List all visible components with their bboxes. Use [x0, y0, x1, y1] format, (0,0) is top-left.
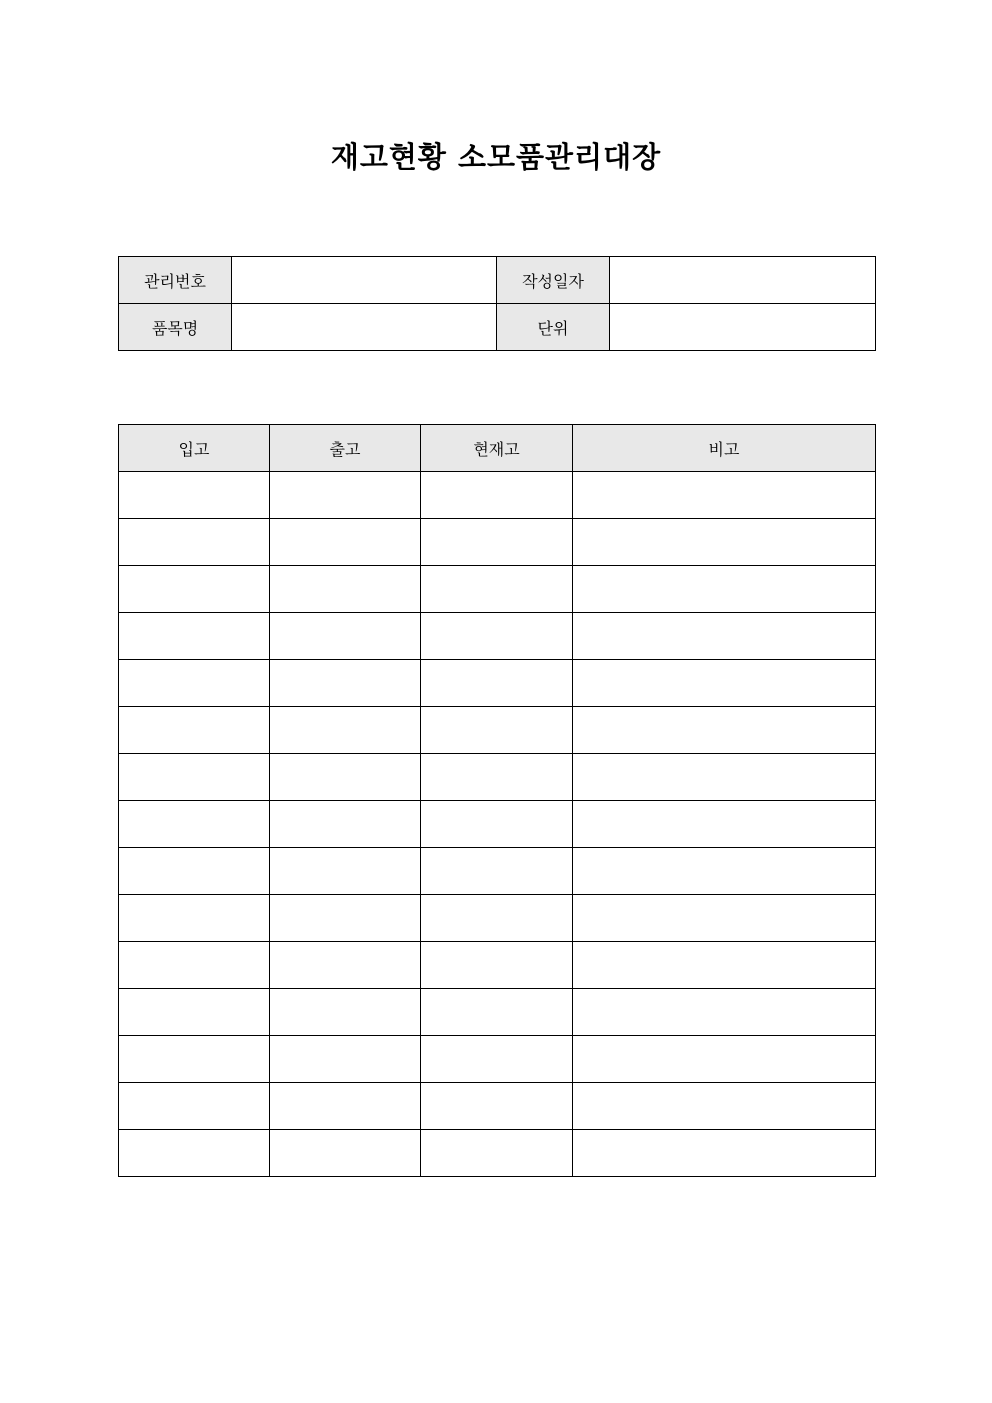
info-row-1	[119, 257, 876, 304]
current-stock-cell[interactable]	[421, 754, 573, 801]
current-stock-cell[interactable]	[421, 801, 573, 848]
date-label: 작성일자	[497, 257, 610, 304]
current-stock-cell[interactable]	[421, 895, 573, 942]
table-row	[119, 660, 876, 707]
unit-label: 단위	[497, 304, 610, 351]
stock-in-cell[interactable]	[119, 566, 270, 613]
table-row	[119, 1036, 876, 1083]
info-table	[118, 256, 876, 351]
remarks-cell[interactable]	[573, 942, 876, 989]
stock-out-cell[interactable]	[270, 754, 421, 801]
stock-in-cell[interactable]	[119, 1036, 270, 1083]
stock-out-cell[interactable]	[270, 801, 421, 848]
table-row	[119, 895, 876, 942]
header-stock-in: 입고	[119, 425, 270, 472]
current-stock-cell[interactable]	[421, 519, 573, 566]
stock-out-cell[interactable]	[270, 848, 421, 895]
current-stock-cell[interactable]	[421, 613, 573, 660]
stock-in-cell[interactable]	[119, 801, 270, 848]
document-title: 재고현황 소모품관리대장	[330, 140, 662, 174]
remarks-cell[interactable]	[573, 895, 876, 942]
stock-in-cell[interactable]	[119, 1083, 270, 1130]
table-row	[119, 1130, 876, 1177]
remarks-cell[interactable]	[573, 519, 876, 566]
stock-in-cell[interactable]	[119, 942, 270, 989]
stock-in-cell[interactable]	[119, 848, 270, 895]
stock-in-cell[interactable]	[119, 519, 270, 566]
unit-field[interactable]	[610, 304, 876, 351]
table-row	[119, 707, 876, 754]
stock-out-cell[interactable]	[270, 989, 421, 1036]
table-row	[119, 754, 876, 801]
remarks-cell[interactable]	[573, 1036, 876, 1083]
remarks-cell[interactable]	[573, 613, 876, 660]
table-row	[119, 989, 876, 1036]
stock-out-cell[interactable]	[270, 660, 421, 707]
stock-in-cell[interactable]	[119, 1130, 270, 1177]
table-row	[119, 1083, 876, 1130]
stock-out-cell[interactable]	[270, 613, 421, 660]
date-field[interactable]	[610, 257, 876, 304]
remarks-cell[interactable]	[573, 989, 876, 1036]
remarks-cell[interactable]	[573, 660, 876, 707]
remarks-cell[interactable]	[573, 566, 876, 613]
inventory-table	[118, 424, 876, 1177]
current-stock-cell[interactable]	[421, 1130, 573, 1177]
table-row	[119, 613, 876, 660]
table-row	[119, 848, 876, 895]
item-name-field[interactable]	[232, 304, 497, 351]
current-stock-cell[interactable]	[421, 1036, 573, 1083]
stock-out-cell[interactable]	[270, 895, 421, 942]
stock-in-cell[interactable]	[119, 472, 270, 519]
header-current-stock: 현재고	[421, 425, 573, 472]
current-stock-cell[interactable]	[421, 848, 573, 895]
table-row	[119, 801, 876, 848]
current-stock-cell[interactable]	[421, 989, 573, 1036]
remarks-cell[interactable]	[573, 848, 876, 895]
remarks-cell[interactable]	[573, 472, 876, 519]
table-row	[119, 472, 876, 519]
stock-out-cell[interactable]	[270, 1083, 421, 1130]
remarks-cell[interactable]	[573, 707, 876, 754]
remarks-cell[interactable]	[573, 801, 876, 848]
stock-in-cell[interactable]	[119, 707, 270, 754]
header-stock-out: 출고	[270, 425, 421, 472]
stock-out-cell[interactable]	[270, 942, 421, 989]
stock-in-cell[interactable]	[119, 989, 270, 1036]
current-stock-cell[interactable]	[421, 1083, 573, 1130]
stock-out-cell[interactable]	[270, 1130, 421, 1177]
info-row-2	[119, 304, 876, 351]
header-remarks: 비고	[573, 425, 876, 472]
table-row	[119, 566, 876, 613]
current-stock-cell[interactable]	[421, 660, 573, 707]
stock-in-cell[interactable]	[119, 660, 270, 707]
table-row	[119, 942, 876, 989]
current-stock-cell[interactable]	[421, 472, 573, 519]
item-name-label: 품목명	[119, 304, 232, 351]
remarks-cell[interactable]	[573, 754, 876, 801]
stock-out-cell[interactable]	[270, 472, 421, 519]
current-stock-cell[interactable]	[421, 942, 573, 989]
table-row	[119, 519, 876, 566]
management-no-label: 관리번호	[119, 257, 232, 304]
management-no-field[interactable]	[232, 257, 497, 304]
remarks-cell[interactable]	[573, 1083, 876, 1130]
inventory-body	[119, 472, 876, 1177]
stock-out-cell[interactable]	[270, 519, 421, 566]
stock-out-cell[interactable]	[270, 707, 421, 754]
current-stock-cell[interactable]	[421, 566, 573, 613]
stock-out-cell[interactable]	[270, 1036, 421, 1083]
inventory-header-row	[119, 425, 876, 472]
current-stock-cell[interactable]	[421, 707, 573, 754]
stock-out-cell[interactable]	[270, 566, 421, 613]
stock-in-cell[interactable]	[119, 754, 270, 801]
stock-in-cell[interactable]	[119, 895, 270, 942]
remarks-cell[interactable]	[573, 1130, 876, 1177]
stock-in-cell[interactable]	[119, 613, 270, 660]
